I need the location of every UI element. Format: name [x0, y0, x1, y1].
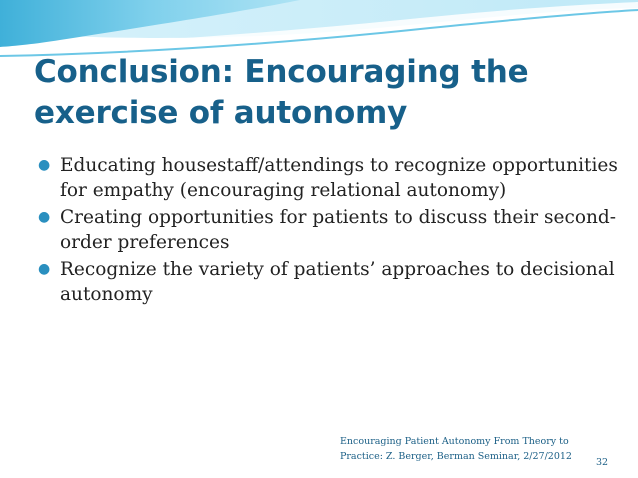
footer-line-1: Encouraging Patient Autonomy From Theory to	[340, 436, 569, 447]
bullet-item	[38, 153, 618, 203]
bullet-icon: ●	[38, 209, 51, 225]
bullet-icon: ●	[38, 157, 51, 173]
footer-line-2: Practice: Z. Berger, Berman Seminar, 2/27/2012	[340, 451, 572, 462]
bullet-list	[38, 153, 618, 309]
bullet-item	[38, 257, 618, 307]
footer-citation	[340, 434, 580, 464]
bullet-text: Recognize the variety of patients’ approaches to decisional autonomy	[60, 259, 615, 305]
bullet-text: Creating opportunities for patients to discuss their second-order preferences	[60, 207, 616, 253]
wave-header-graphic	[0, 0, 638, 60]
bullet-item	[38, 205, 618, 255]
page-number: 32	[596, 457, 609, 468]
bullet-text: Educating housestaff/attendings to recognize opportunities for empathy (encouraging relational autonomy)	[60, 155, 618, 201]
slide-title: Conclusion: Encouraging the exercise of autonomy	[34, 54, 529, 131]
bullet-icon: ●	[38, 261, 51, 277]
